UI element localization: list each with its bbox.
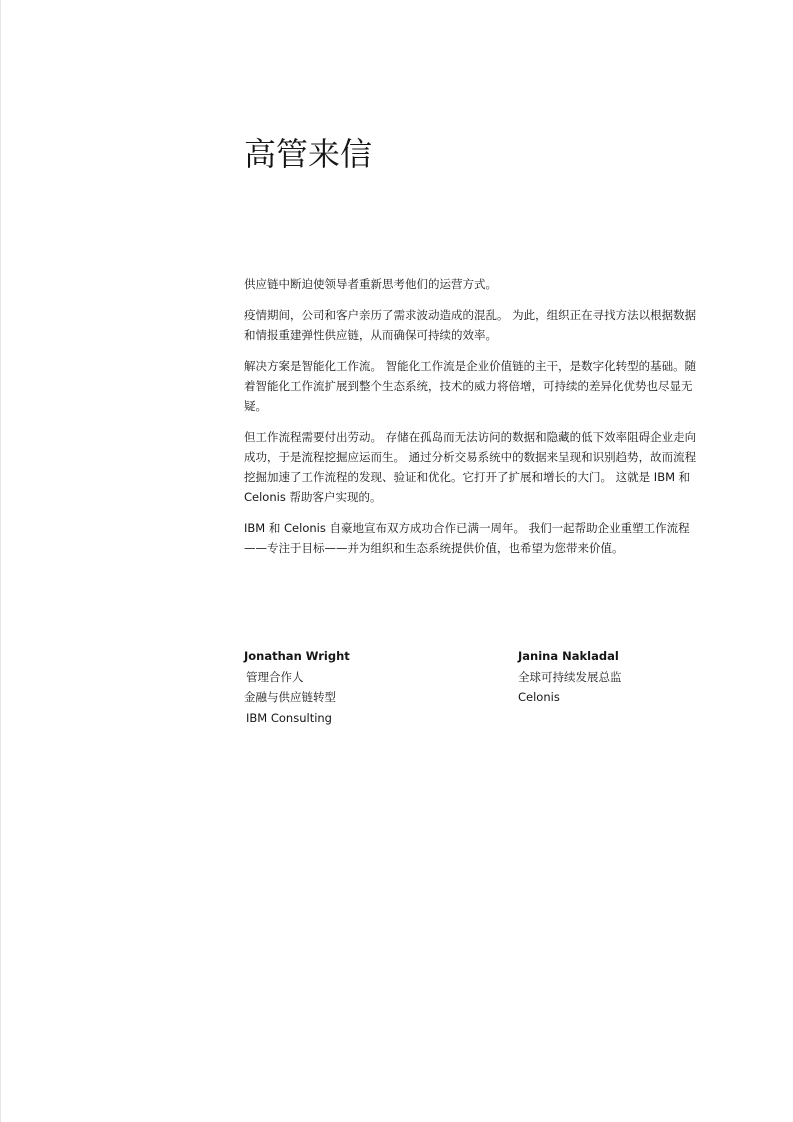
letter-paragraph-4: 但工作流程需要付出劳动。 存储在孤岛而无法访问的数据和隐藏的低下效率阻碍企业走向成功，于是流程挖掘应运而生。 通过分析交易系统中的数据来呈现和识别趋势，故而流程挖掘加速了工作流程的发现、验证和优化。它打开了扩展和增长的大门。 这就是 IBM 和 Celonis 帮助客户实现的。: [244, 430, 697, 504]
letter-paragraph-1: 供应链中断迫使领导者重新思考他们的运营方式。: [244, 277, 497, 291]
signatory-name: Janina Nakladal: [518, 649, 619, 663]
signature-janina-nakladal: [518, 646, 622, 708]
letter-paragraph-3: 解决方案是智能化工作流。 智能化工作流是企业价值链的主干，是数字化转型的基础。随着智能化工作流扩展到整个生态系统，技术的威力将倍增，可持续的差异化优势也尽显无疑。: [244, 359, 697, 413]
signatory-organization: Celonis: [518, 690, 560, 704]
page-title: 高管来信: [244, 135, 373, 173]
signatory-name: Jonathan Wright: [244, 649, 350, 663]
signature-block: [244, 646, 704, 736]
letter-paragraph-2: 疫情期间，公司和客户亲历了需求波动造成的混乱。 为此，组织正在寻找方法以根据数据和情报重建弹性供应链，从而确保可持续的效率。: [244, 308, 697, 342]
letter-body: [244, 274, 704, 569]
page-edge: [0, 0, 1, 1122]
signatory-department: 金融与供应链转型: [244, 690, 336, 704]
signature-jonathan-wright: [244, 646, 350, 728]
signatory-title: 管理合作人: [246, 669, 304, 684]
letter-paragraph-5: IBM 和 Celonis 自豪地宣布双方成功合作已满一周年。 我们一起帮助企业重塑工作流程——专注于目标——并为组织和生态系统提供价值，也希望为您带来价值。: [244, 521, 690, 555]
signatory-title: 全球可持续发展总监: [518, 669, 622, 684]
signatory-organization: IBM Consulting: [246, 710, 332, 725]
